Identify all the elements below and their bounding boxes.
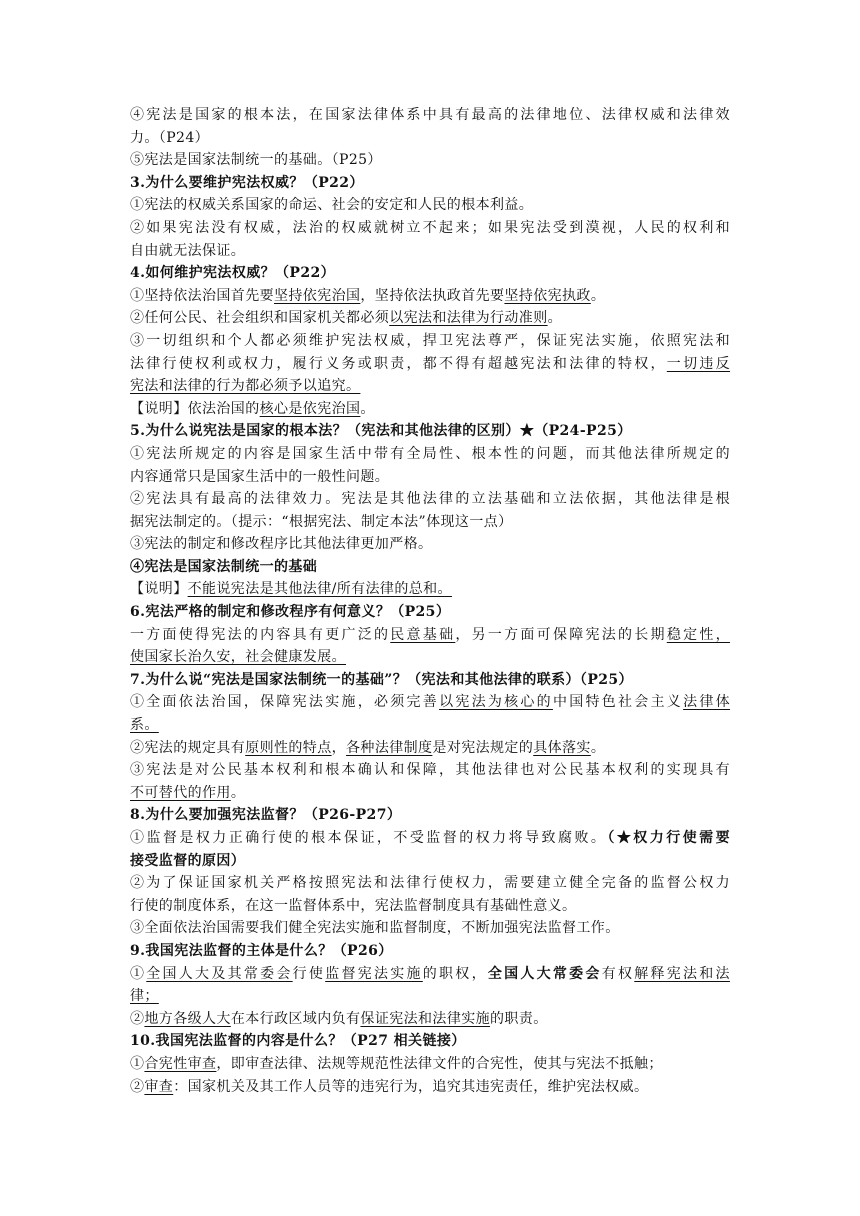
bold-text: 9.我国宪法监督的主体是什么？（P26） bbox=[130, 942, 393, 959]
text-run: 。 bbox=[590, 287, 606, 304]
underlined-text: 原则性的特点 bbox=[245, 739, 332, 756]
underlined-text: 一切违反 bbox=[666, 355, 730, 372]
underlined-text: 不可替代的作用 bbox=[130, 784, 231, 801]
text-run: 行使的制度体系，在这一监督体系中，宪法监督制度具有基础性意义。 bbox=[130, 897, 577, 914]
text-run: ，即审查法律、法规等规范性法律文件的合宪性，使其与宪法不抵触； bbox=[216, 1055, 663, 1072]
text-line bbox=[130, 104, 730, 127]
underlined-text: 稳定性， bbox=[666, 626, 731, 643]
text-line bbox=[130, 691, 730, 714]
text-line bbox=[130, 556, 730, 579]
bold-text: 7.为什么说“宪法是国家法制统一的基础”？（宪法和其他法律的联系）（P25） bbox=[130, 671, 633, 688]
text-line bbox=[130, 669, 730, 692]
bold-text: （★权力行使需要 bbox=[607, 830, 730, 846]
text-run: 内容通常只是国家生活中的一般性问题。 bbox=[130, 468, 390, 485]
text-run: ②任何公民、社会组织和国家机关都必须 bbox=[130, 310, 390, 327]
underlined-text: 法律体 bbox=[683, 694, 731, 711]
underlined-text: 坚持依宪执政 bbox=[504, 287, 591, 304]
document-page bbox=[130, 104, 730, 1098]
text-run: 一方面使得宪法的内容具有更广泛的 bbox=[130, 626, 391, 643]
text-line bbox=[130, 759, 730, 782]
bold-text: 3.为什么要维护宪法权威？（P22） bbox=[130, 174, 364, 191]
text-run: 的职权， bbox=[422, 965, 488, 982]
text-line bbox=[130, 714, 730, 737]
text-line bbox=[130, 172, 730, 195]
underlined-text: 监督宪法实施 bbox=[325, 965, 423, 982]
text-line bbox=[130, 127, 730, 150]
text-line bbox=[130, 804, 730, 827]
underlined-text: 全国人大及其常委会 bbox=[146, 965, 293, 982]
text-line bbox=[130, 985, 730, 1008]
text-run: ③全面依法治国需要我们健全宪法实施和监督制度，不断加强宪法监督工作。 bbox=[130, 920, 620, 937]
underlined-text: 以宪法为核心的 bbox=[439, 694, 553, 711]
text-line bbox=[130, 217, 730, 240]
text-run: ③宪法是对公民基本权利和根本确认和保障，其他法律也对公民基本权利的实现具有 bbox=[130, 762, 730, 779]
text-run: ①宪法所规定的内容是国家生活中带有全局性、根本性的问题，而其他法律所规定的 bbox=[130, 445, 730, 462]
bold-text: 5.为什么说宪法是国家的根本法？（宪法和其他法律的区别）★（P24-P25） bbox=[130, 423, 632, 440]
text-run: ②为了保证国家机关严格按照宪法和法律行使权力，需要建立健全完备的监督公权力 bbox=[130, 875, 730, 892]
text-run: 【说明】 bbox=[130, 581, 188, 598]
text-run: 。 bbox=[547, 310, 563, 327]
text-line bbox=[130, 511, 730, 534]
text-line bbox=[130, 375, 730, 398]
text-run: 有权 bbox=[601, 965, 635, 982]
text-line bbox=[130, 149, 730, 172]
text-line bbox=[130, 262, 730, 285]
text-run: ， bbox=[331, 739, 347, 756]
text-run: ②如果宪法没有权威，法治的权威就树立不起来；如果宪法受到漠视，人民的权利和 bbox=[130, 219, 730, 236]
text-run: ，另一方面可保障宪法的长期 bbox=[455, 626, 667, 643]
text-line bbox=[130, 917, 730, 940]
text-line bbox=[130, 488, 730, 511]
text-line bbox=[130, 307, 730, 330]
underlined-text: 宪法和法律的行为都必须予以追究。 bbox=[130, 378, 361, 395]
text-run: ① bbox=[130, 1055, 145, 1072]
underlined-text: 系。 bbox=[130, 717, 159, 734]
text-run: ③宪法的制定和修改程序比其他法律更加严格。 bbox=[130, 536, 433, 553]
text-line bbox=[130, 194, 730, 217]
bold-text: 全国人大常委会 bbox=[487, 965, 602, 982]
underlined-text: 具体落实 bbox=[533, 739, 591, 756]
text-line bbox=[130, 940, 730, 963]
text-run: ③一切组织和个人都必须维护宪法权威，捍卫宪法尊严，保证宪法实施，依照宪法和 bbox=[130, 332, 730, 349]
text-run: ①全面依法治国，保障宪法实施，必须完善 bbox=[130, 694, 440, 711]
underlined-text: 民意基础 bbox=[390, 626, 456, 643]
text-line bbox=[130, 827, 730, 850]
text-line bbox=[130, 285, 730, 308]
bold-text: 6.宪法严格的制定和修改程序有何意义？（P25） bbox=[130, 604, 451, 621]
text-line bbox=[130, 353, 730, 376]
text-run: ① bbox=[130, 965, 147, 982]
text-run: 的职责。 bbox=[490, 1010, 548, 1027]
underlined-text: 合宪性审查 bbox=[144, 1055, 217, 1072]
text-line bbox=[130, 330, 730, 353]
bold-text: 接受监督的原因） bbox=[130, 852, 246, 869]
text-run: ①宪法的权威关系国家的命运、社会的安定和人民的根本利益。 bbox=[130, 197, 534, 214]
underlined-text: 不能说宪法是其他法律/所有法律的总和。 bbox=[187, 581, 452, 598]
text-run: 。 bbox=[590, 739, 606, 756]
text-line bbox=[130, 466, 730, 489]
text-run: 【说明】依法治国的 bbox=[130, 400, 260, 417]
underlined-text: 解释宪法和法 bbox=[634, 965, 730, 982]
text-run: ④宪法是国家的根本法，在国家法律体系中具有最高的法律地位、法律权威和法律效 bbox=[130, 107, 730, 123]
text-line bbox=[130, 872, 730, 895]
text-run: 据宪法制定的。（提示：“根据宪法、制定本法”体现这一点） bbox=[130, 513, 513, 530]
text-line bbox=[130, 601, 730, 624]
text-run: 力。（P24） bbox=[130, 129, 210, 146]
text-line bbox=[130, 420, 730, 443]
text-line bbox=[130, 240, 730, 263]
text-run: 行使 bbox=[292, 965, 326, 982]
text-run: 在本行政区域内负有 bbox=[230, 1010, 361, 1027]
underlined-text: 律； bbox=[130, 988, 159, 1005]
text-run: 中国特色社会主义 bbox=[552, 694, 684, 711]
text-run: ② bbox=[130, 1078, 145, 1095]
text-line bbox=[130, 895, 730, 918]
bold-text: ④宪法是国家法制统一的基础 bbox=[130, 558, 318, 575]
text-line bbox=[130, 1030, 730, 1053]
text-run: ② bbox=[130, 1010, 145, 1027]
text-run: 。 bbox=[360, 400, 375, 417]
underlined-text: 审查 bbox=[144, 1078, 174, 1095]
text-run: ①监督是权力正确行使的根本保证，不受监督的权力将导致腐败。 bbox=[130, 830, 608, 846]
text-line bbox=[130, 1076, 730, 1099]
text-line bbox=[130, 646, 730, 669]
text-run: ：国家机关及其工作人员等的违宪行为，追究其违宪责任，维护宪法权威。 bbox=[173, 1078, 649, 1095]
text-line bbox=[130, 963, 730, 986]
underlined-text: 坚持依宪治国 bbox=[274, 287, 361, 304]
underlined-text: 核心是依宪治国 bbox=[259, 400, 361, 417]
text-run: ②宪法具有最高的法律效力。宪法是其他法律的立法基础和立法依据，其他法律是根 bbox=[130, 491, 730, 508]
text-line bbox=[130, 533, 730, 556]
text-line bbox=[130, 850, 730, 873]
text-line bbox=[130, 624, 730, 647]
bold-text: 8.为什么要加强宪法监督？（P26-P27） bbox=[130, 807, 402, 824]
underlined-text: 以宪法和法律为行动准则 bbox=[389, 310, 548, 327]
underlined-text: 使国家长治久安，社会健康发展。 bbox=[130, 649, 346, 666]
underlined-text: 各种法律制度 bbox=[346, 739, 433, 756]
text-line bbox=[130, 1053, 730, 1076]
text-line bbox=[130, 1008, 730, 1031]
text-line bbox=[130, 443, 730, 466]
text-run: 法律行使权利或权力，履行义务或职责，都不得有超越宪法和法律的特权， bbox=[130, 355, 667, 372]
text-run: ①坚持依法治国首先要 bbox=[130, 287, 274, 304]
text-line bbox=[130, 578, 730, 601]
text-run: 是对宪法规定的 bbox=[432, 739, 534, 756]
bold-text: 4.如何维护宪法权威？（P22） bbox=[130, 265, 336, 282]
text-run: ②宪法的规定具有 bbox=[130, 739, 246, 756]
text-run: ，坚持依法执政首先要 bbox=[360, 287, 505, 304]
text-run: ⑤宪法是国家法制统一的基础。（P25） bbox=[130, 152, 382, 169]
bold-text: 10.我国宪法监督的内容是什么？（P27 相关链接） bbox=[130, 1033, 466, 1050]
text-line bbox=[130, 398, 730, 421]
text-run: 。 bbox=[230, 784, 246, 801]
text-line bbox=[130, 737, 730, 760]
text-line bbox=[130, 782, 730, 805]
underlined-text: 保证宪法和法律实施 bbox=[360, 1010, 491, 1027]
underlined-text: 地方各级人大 bbox=[144, 1010, 231, 1027]
text-run: 自由就无法保证。 bbox=[130, 242, 246, 259]
